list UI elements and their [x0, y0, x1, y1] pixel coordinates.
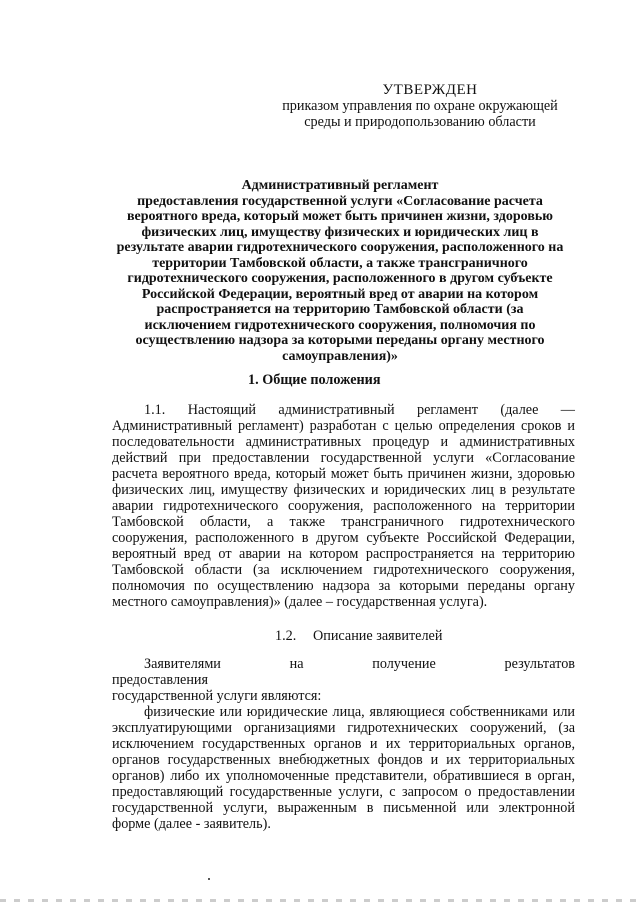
regulation-title [110, 178, 570, 364]
scan-bottom-edge [0, 899, 640, 902]
regulation-title-line: Административный регламент [241, 178, 439, 193]
regulation-title-line: гидротехнического сооружения, расположенного в другом субъекте [127, 271, 553, 286]
regulation-title-line: результате аварии гидротехнического сооружения, расположенного на [116, 240, 564, 255]
section-1-heading: 1. Общие положения [248, 372, 381, 388]
approval-line-1: приказом управления по охране окружающей [282, 98, 558, 114]
approval-line-2: среды и природопользованию области [304, 114, 536, 130]
regulation-title-line: исключением гидротехнического сооружения, полномочия по [144, 317, 536, 333]
clause-1-1-paragraph: 1.1. Настоящий административный регламент (далее — Административный регламент) разработан с целью определения сроков и последовательности административных процедур и административных действий при предоставлении государственной услуги «Согласование расчета вероятного вреда, который может быть причинен жизни, здоровью физических лиц, имуществу физических и юридических лиц в результате аварии гидротехнического сооружения, расположенного на территории Тамбовской области, а также трансграничного гидротехнического сооружения, расположенного в другом субъекте Российской Федерации, вероятный вред от аварии на котором распространяется на территорию Тамбовской области (за исключением гидротехнического сооружения, полномочия по осуществлению надзора за которыми переданы органу местного самоуправления)» (далее – государственная услуга). [112, 402, 575, 610]
regulation-title-line: предоставления государственной услуги «Согласование расчета [137, 193, 543, 209]
regulation-title-line: Российской Федерации, вероятный вред от аварии на котором [141, 286, 539, 302]
applicants-intro-line-1: Заявителями на получение результатов предоставления [112, 656, 575, 688]
regulation-title-line: распространяется на территорию Тамбовской области (за [156, 302, 524, 317]
applicants-intro-line-2: государственной услуги являются: [112, 688, 322, 704]
section-1-2-number: 1.2. [275, 628, 297, 644]
approval-block [250, 82, 590, 130]
regulation-title-line: физических лиц, имуществу физических и юридических лиц в [141, 224, 539, 240]
regulation-title-line: территории Тамбовской области, а также трансграничного [152, 255, 528, 271]
approval-title: УТВЕРЖДЕН [382, 82, 478, 98]
section-1-2-title: Описание заявителей [313, 628, 443, 644]
applicants-description [112, 656, 575, 832]
scan-speck [208, 878, 210, 880]
regulation-title-line: самоуправления)» [282, 348, 398, 364]
regulation-title-line: вероятного вреда, который может быть причинен жизни, здоровью [127, 209, 553, 224]
applicants-list-paragraph: физические или юридические лица, являющиеся собственниками или эксплуатирующими организациями гидротехнических сооружений, (за исключением государственных органов и их территориальных органов, органов государственных внебюджетных фондов и их территориальных органов) либо их уполномоченные представители, обратившиеся в орган, предоставляющий государственные услуги, с запросом о предоставлении государственной услуги, выраженным в письменной или электронной форме (далее - заявитель). [112, 704, 575, 832]
section-1-2-heading [275, 628, 442, 644]
regulation-title-line: осуществлению надзора за которыми переданы органу местного [135, 333, 545, 348]
